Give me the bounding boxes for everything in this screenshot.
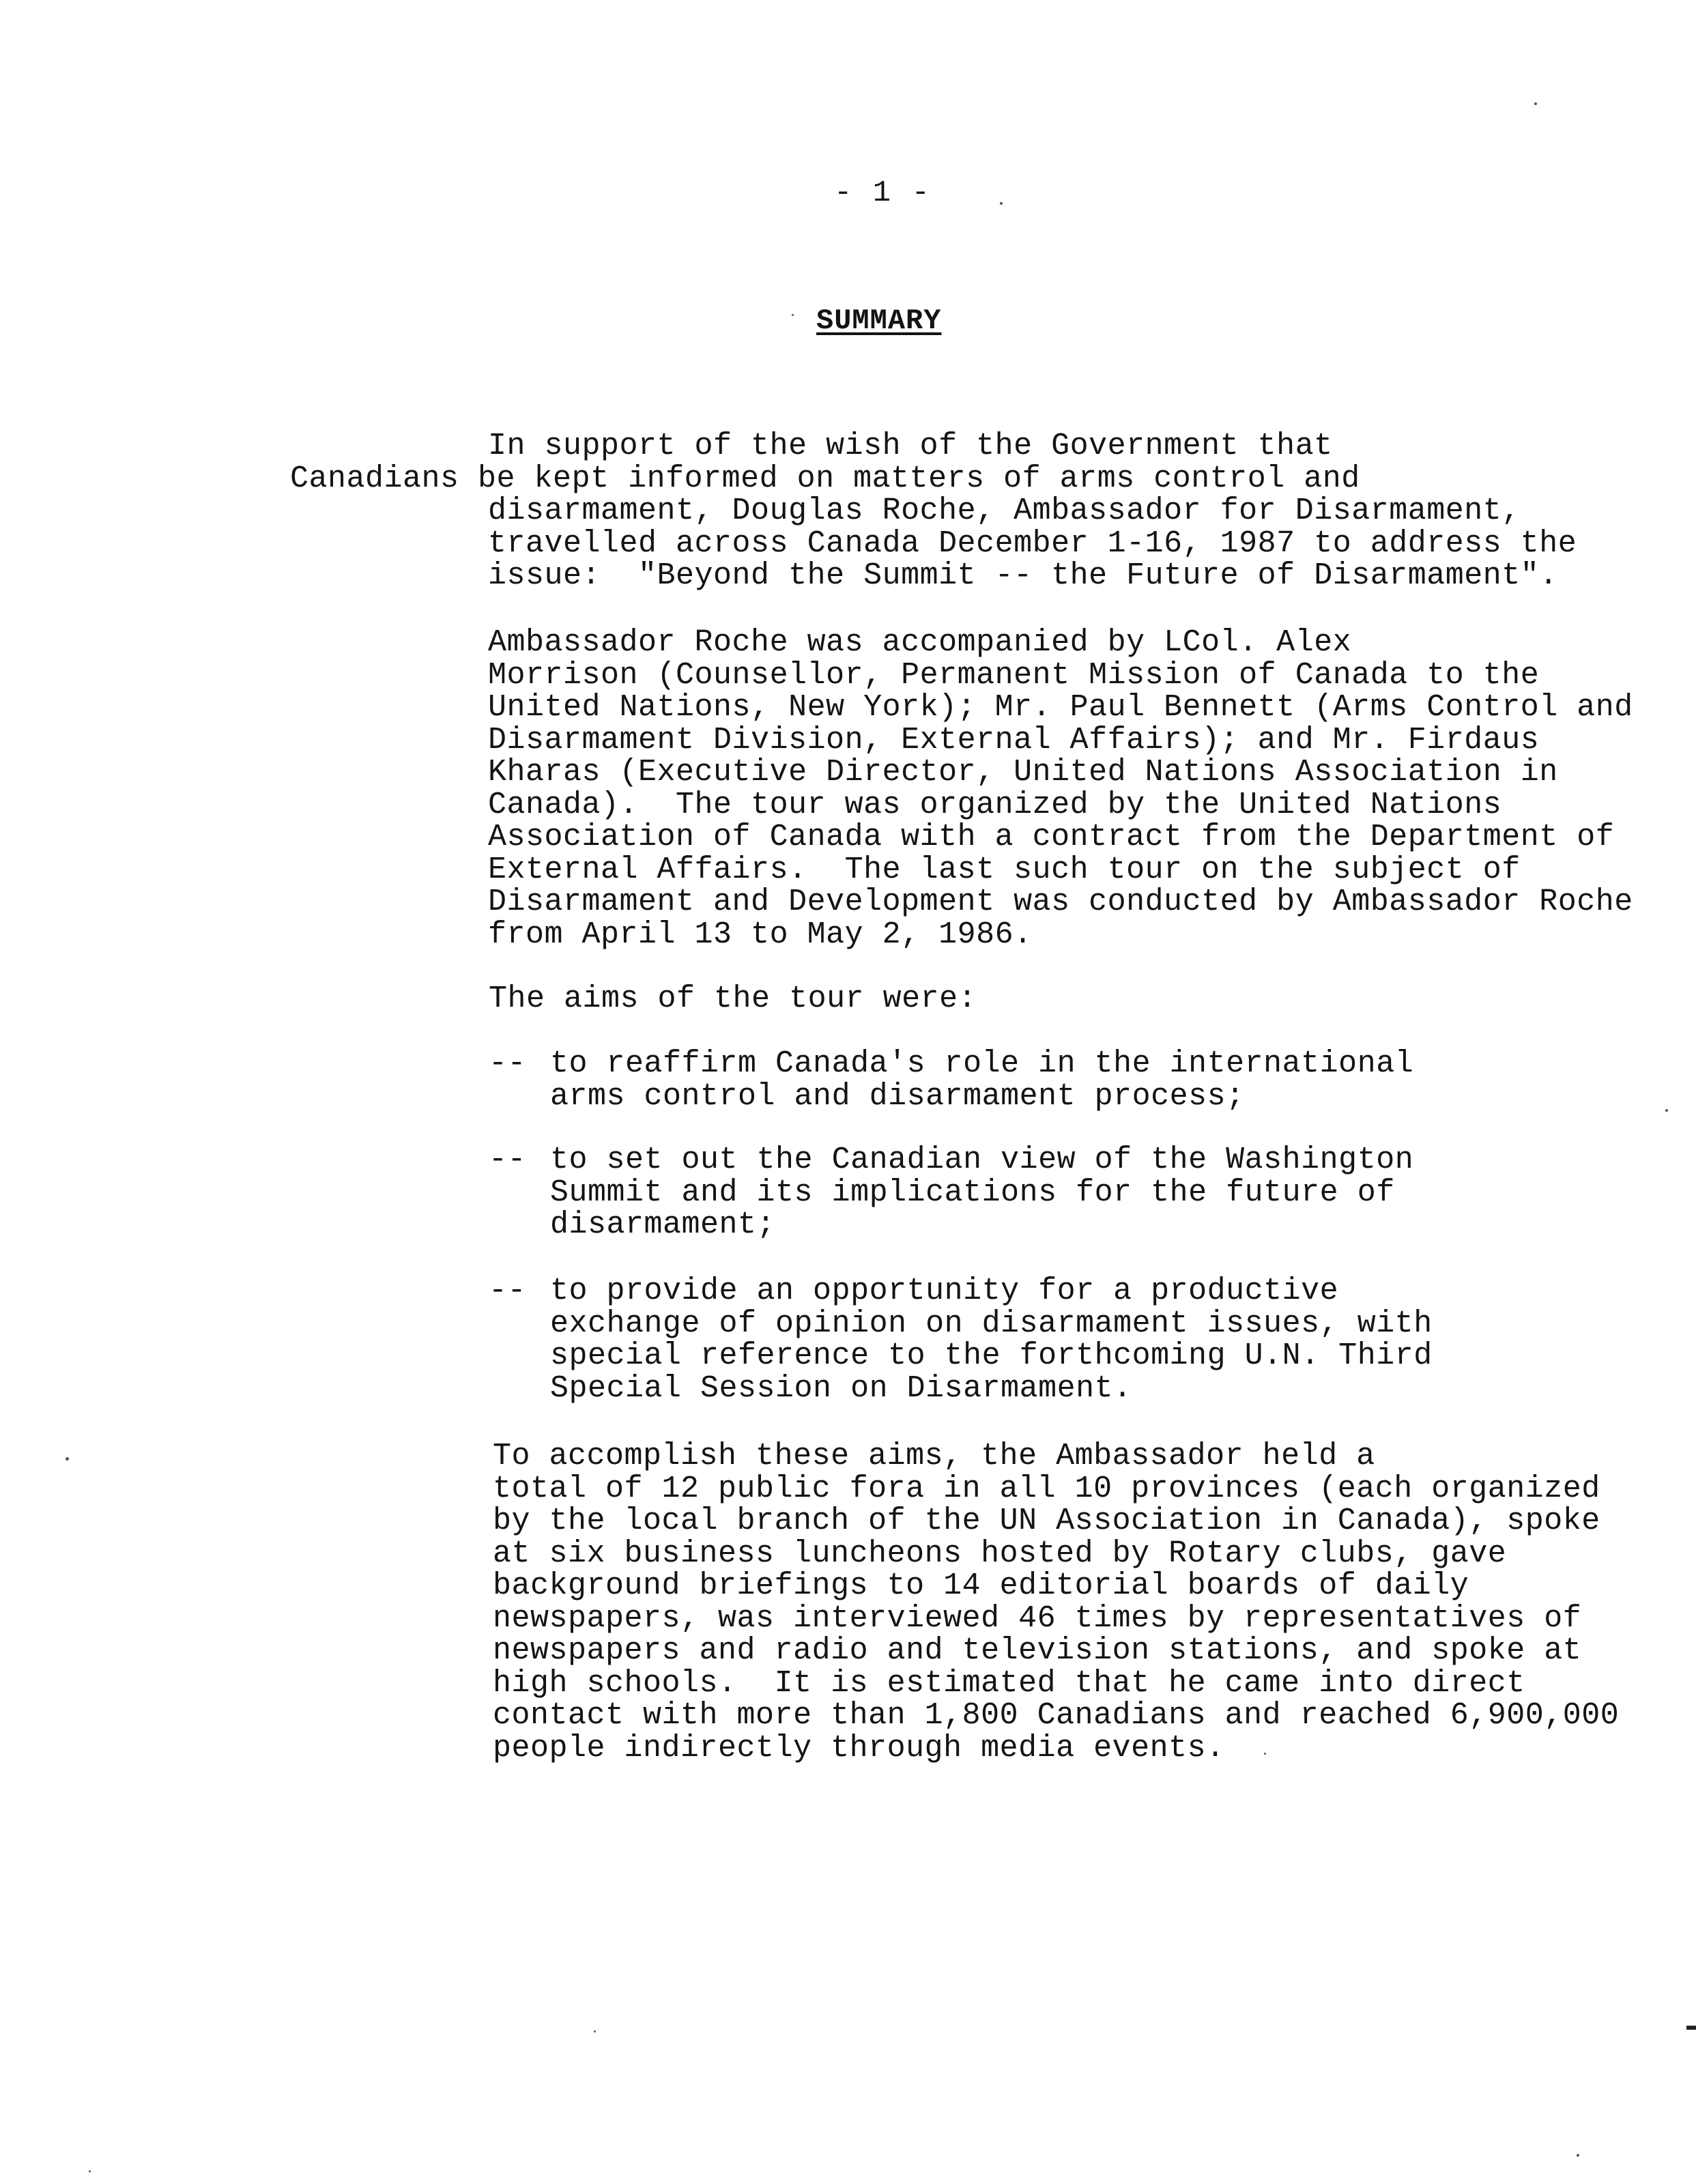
paragraph-accompanied <box>290 625 1633 952</box>
scan-speck <box>1000 202 1003 205</box>
scan-speck <box>594 2030 596 2032</box>
paragraph-line: people indirectly through media events. <box>493 1730 1225 1766</box>
paragraph-line: newspapers and radio and television stations, and spoke at <box>493 1633 1582 1668</box>
scan-speck <box>89 2170 91 2172</box>
aim-text <box>550 1048 1519 1112</box>
scan-speck <box>1665 1109 1668 1112</box>
paragraph-line: travelled across Canada December 1-16, 1987 to address the <box>488 526 1577 561</box>
page-number: - 1 - <box>834 176 932 210</box>
aim-text <box>550 1275 1519 1405</box>
paragraph-line: To accomplish these aims, the Ambassador held a <box>493 1439 1375 1474</box>
paragraph-line: by the local branch of the UN Association in Canada), spoke <box>493 1504 1600 1538</box>
aim-line: disarmament; <box>550 1207 776 1242</box>
paragraph-line: Association of Canada with a contract from the Department of <box>488 820 1615 854</box>
paragraph-line: Disarmament and Development was conducted by Ambassador Roche <box>488 885 1633 919</box>
aim-text <box>550 1144 1519 1241</box>
aim-line: arms control and disarmament process; <box>550 1078 1245 1114</box>
aim-line: exchange of opinion on disarmament issues, with <box>550 1306 1433 1341</box>
paragraph-line: External Affairs. The last such tour on the subject of <box>488 852 1521 887</box>
page-title: SUMMARY <box>816 304 942 337</box>
aim-line: special reference to the forthcoming U.N. Third <box>550 1338 1433 1373</box>
paragraph-intro <box>290 429 1577 593</box>
dash-bullet: -- <box>489 1274 527 1308</box>
paragraph-line: Canadians be kept informed on matters of arms control and <box>290 461 1360 496</box>
paragraph-line: background briefings to 14 editorial boards of daily <box>493 1568 1469 1603</box>
scan-speck <box>1534 102 1537 105</box>
aim-line: to reaffirm Canada's role in the international <box>550 1046 1414 1081</box>
dash-bullet: -- <box>489 1143 527 1177</box>
paragraph-line: disarmament, Douglas Roche, Ambassador for Disarmament, <box>488 493 1521 528</box>
paragraph-line: In support of the wish of the Government that <box>488 429 1333 463</box>
paragraph-line: at six business luncheons hosted by Rotary clubs, gave <box>493 1536 1507 1571</box>
paragraph-line: Canada). The tour was organized by the United Nations <box>488 787 1502 822</box>
scan-speck <box>792 314 794 316</box>
paragraph-line: high schools. It is estimated that he came into direct <box>493 1665 1525 1701</box>
paragraph-line: total of 12 public fora in all 10 provinces (each organized <box>493 1471 1600 1506</box>
paragraph-line: Morrison (Counsellor, Permanent Mission of Canada to the <box>488 657 1540 693</box>
paragraph-line: newspapers, was interviewed 46 times by representatives of <box>493 1600 1582 1636</box>
scan-speck <box>66 1457 69 1461</box>
aim-line: to provide an opportunity for a productive <box>550 1274 1339 1308</box>
paragraph-line: from April 13 to May 2, 1986. <box>488 917 1033 952</box>
scan-speck <box>1577 2154 1579 2157</box>
paragraph-line: issue: "Beyond the Summit -- the Future of Disarmament". <box>488 558 1558 593</box>
aims-intro: The aims of the tour were: <box>489 981 977 1016</box>
aim-line: Summit and its implications for the future of <box>550 1175 1395 1210</box>
paragraph-line: Kharas (Executive Director, United Nations Association in <box>488 755 1558 790</box>
dash-bullet: -- <box>489 1046 527 1081</box>
scan-edge-mark <box>1686 2026 1696 2030</box>
paragraph-accomplishments <box>295 1439 1620 1766</box>
scan-speck <box>1264 1753 1266 1755</box>
paragraph-line: Ambassador Roche was accompanied by LCol. Alex <box>488 625 1352 660</box>
paragraph-line: Disarmament Division, External Affairs); and Mr. Firdaus <box>488 722 1540 758</box>
paragraph-line: United Nations, New York); Mr. Paul Bennett (Arms Control and <box>488 690 1633 725</box>
aim-line: to set out the Canadian view of the Washington <box>550 1143 1414 1177</box>
aim-line: Special Session on Disarmament. <box>550 1370 1132 1406</box>
paragraph-line: contact with more than 1,800 Canadians and reached 6,900,000 <box>493 1698 1620 1733</box>
